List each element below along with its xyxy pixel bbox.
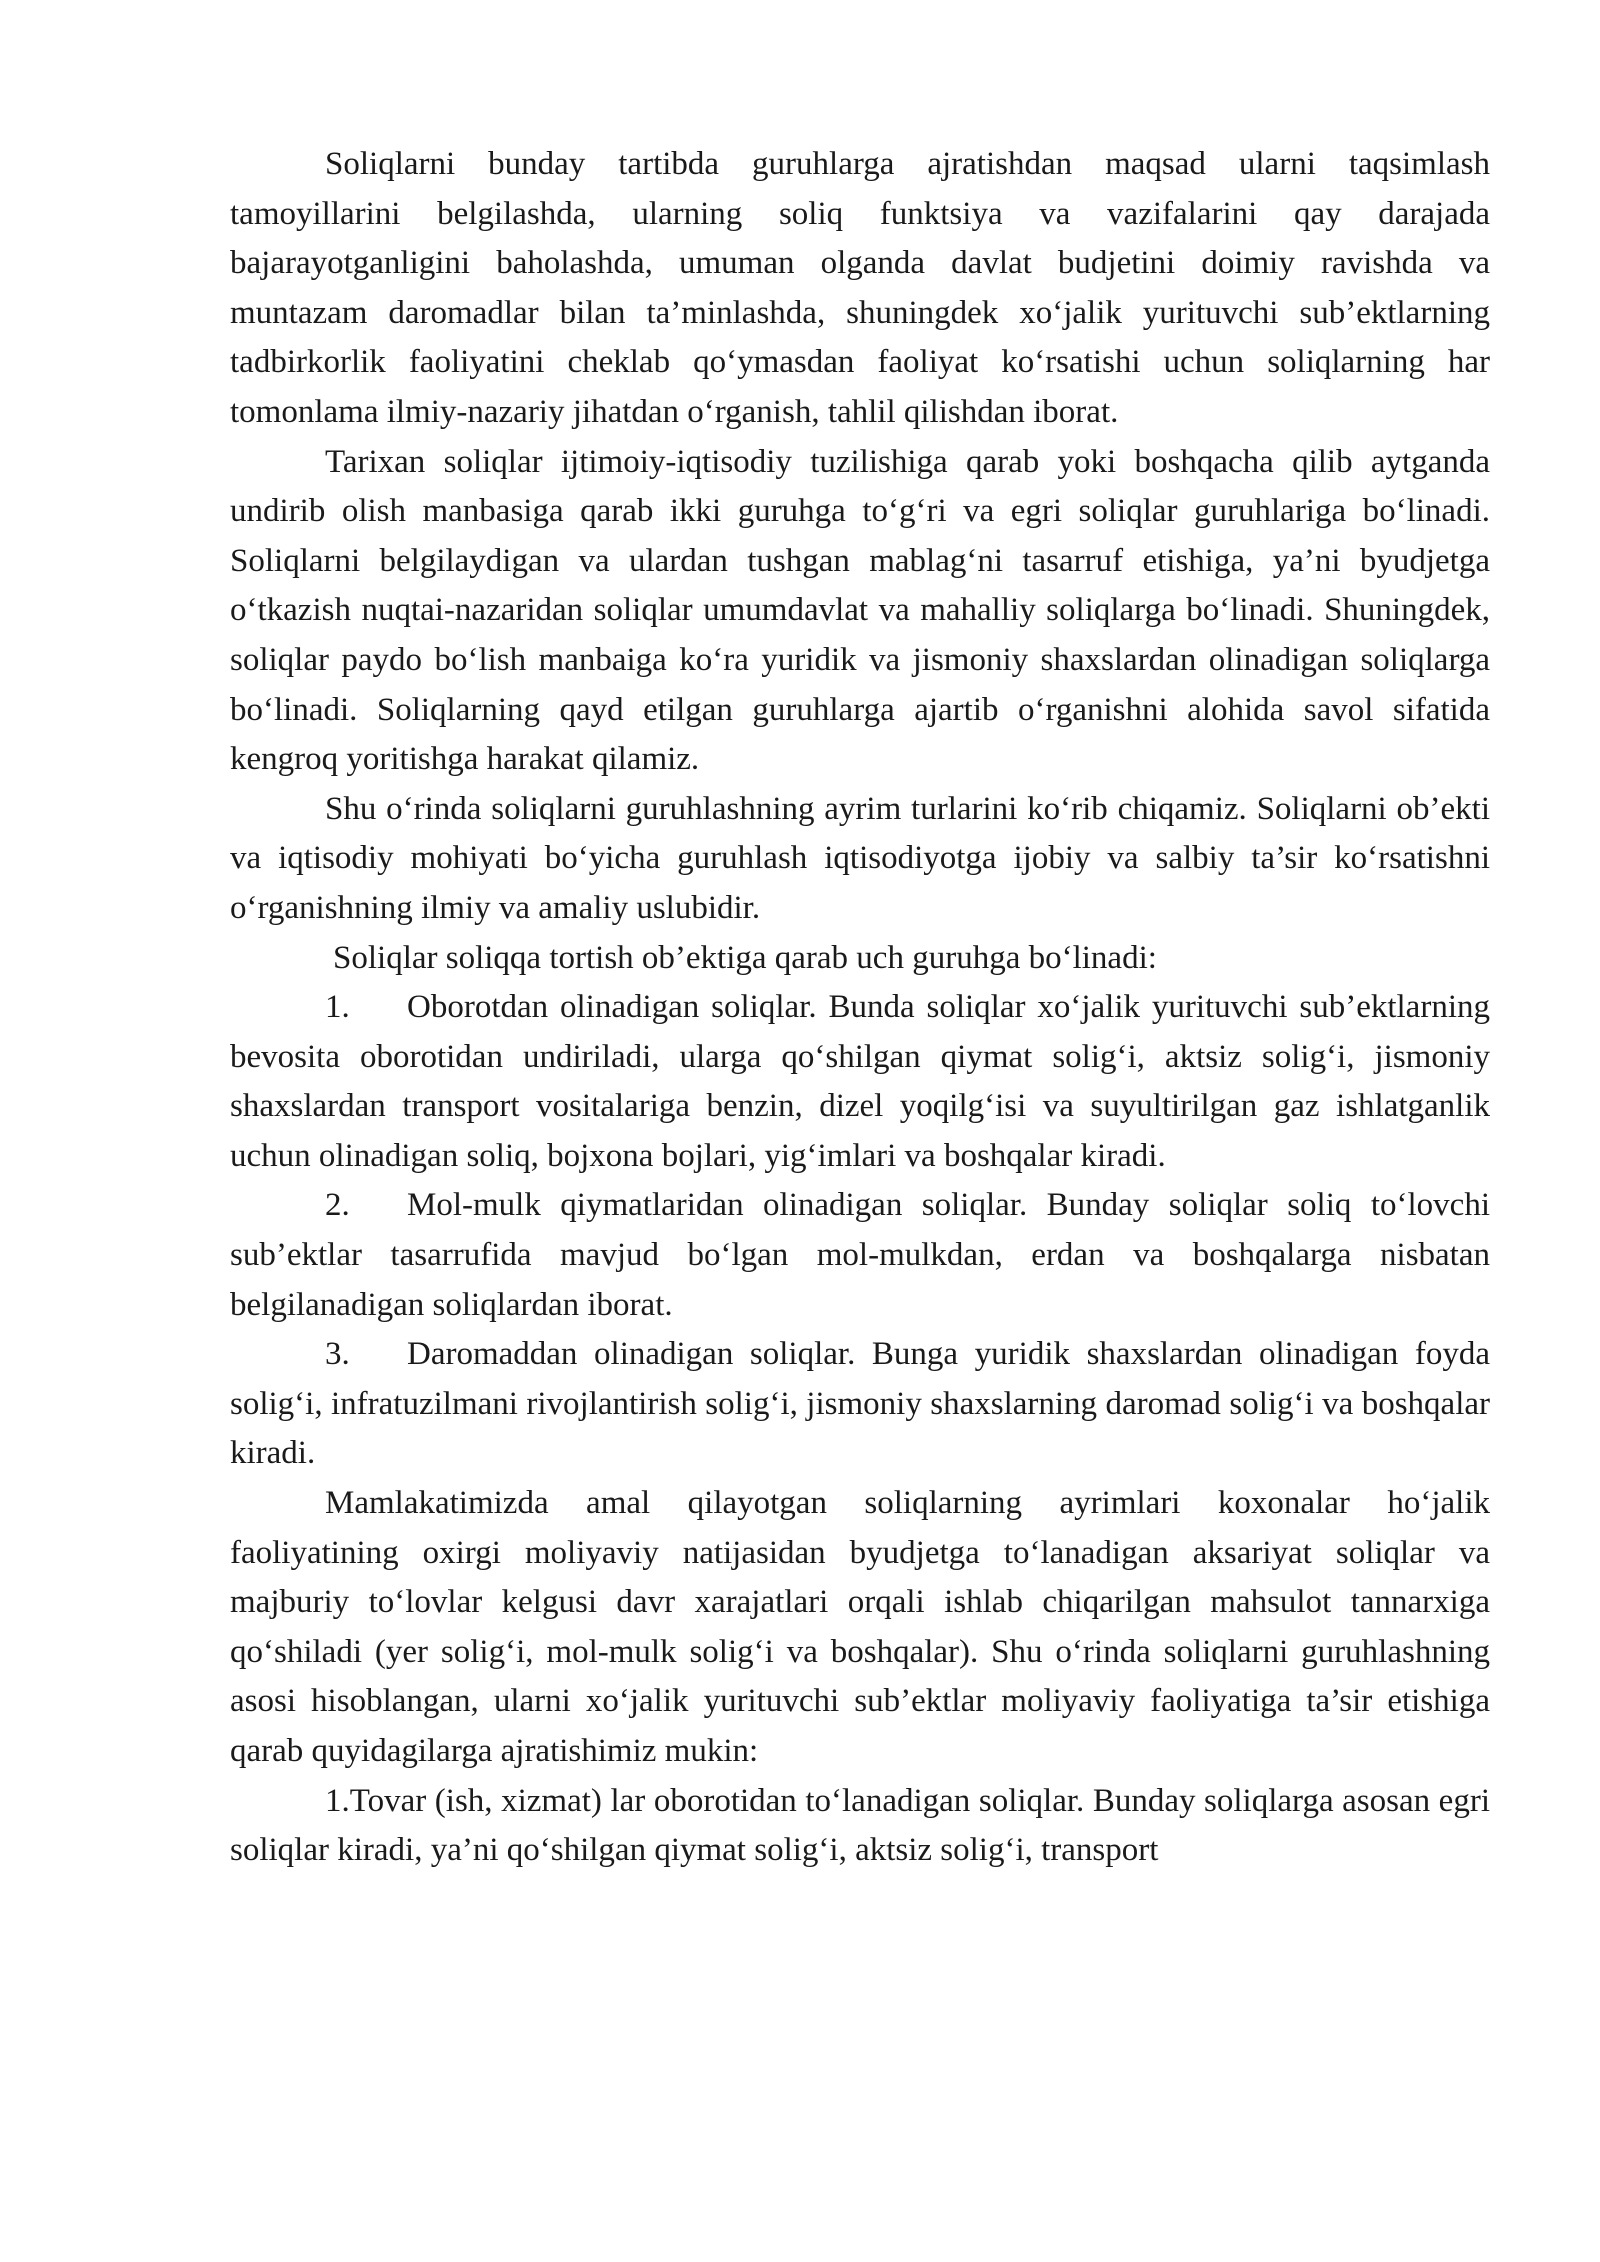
paragraph-three-groups-intro: Soliqlar soliqqa tortish ob’ektiga qarab uch guruhga bo‘linadi: — [333, 939, 1157, 976]
list-item-number: 1. — [325, 989, 350, 1026]
document-body — [230, 140, 1490, 1876]
list-item-number: 2. — [325, 1187, 350, 1224]
list-item-text: Oborotdan olinadigan soliqlar. Bunda soliqlar xo‘jalik yurituvchi sub’ektlarning bevosita oborotidan undiriladi, ularga qo‘shilgan qiymat solig‘i, aktsiz solig‘i, jismoniy shaxslardan transport vositalariga benzin, dizel yoqilg‘isi va suyultirilgan gaz ishlatganlik uchun olinadigan soliq, bojxona bojlari, yig‘imlari va boshqalar kiradi. — [230, 989, 1490, 1174]
paragraph-grouping-types: Shu o‘rinda soliqlarni guruhlashning ayrim turlarini ko‘rib chiqamiz. Soliqlarni ob’ekti va iqtisodiy mohiyati bo‘yicha guruhlash iqtisodiyotga ijobiy va salbiy ta’sir ko‘rsatishni o‘rganishning ilmiy va amaliy uslubidir. — [230, 790, 1490, 926]
paragraph-financial-impact: Mamlakatimizda amal qilayotgan soliqlarning ayrimlari koxonalar ho‘jalik faoliyatining oxirgi moliyaviy natijasidan byudjetga to‘lanadigan aksariyat soliqlar va majburiy to‘lovlar kelgusi davr xarajatlari orqali ishlab chiqarilgan mahsulot tannarxiga qo‘shiladi (yer solig‘i, mol-mulk solig‘i va boshqalar). Shu o‘rinda soliqlarni guruhlashning asosi hisoblangan, ularni xo‘jalik yurituvchi sub’ektlar moliyaviy faoliyatiga ta’sir etishiga qarab quyidagilarga ajratishimiz mukin: — [230, 1485, 1490, 1769]
list-item-text: Mol-mulk qiymatlaridan olinadigan soliqlar. Bunday soliqlar soliq to‘lovchi sub’ektlar tasarrufida mavjud bo‘lgan mol-mulkdan, erdan va boshqalarga nisbatan belgilanadigan soliqlardan iborat. — [230, 1187, 1490, 1323]
paragraph-historical-division: Tarixan soliqlar ijtimoiy-iqtisodiy tuzilishiga qarab yoki boshqacha qilib aytganda undirib olish manbasiga qarab ikki guruhga to‘g‘ri va egri soliqlar guruhlariga bo‘linadi. Soliqlarni belgilaydigan va ulardan tushgan mablag‘ni tasarruf etishiga, ya’ni byudjetga o‘tkazish nuqtai-nazaridan soliqlar umumdavlat va mahalliy soliqlarga bo‘linadi. Shuningdek, soliqlar paydo bo‘lish manbaiga ko‘ra yuridik va jismoniy shaxslardan olinadigan soliqlarga bo‘linadi. Soliqlarning qayd etilgan guruhlarga ajartib o‘rganishni alohida savol sifatida kengroq yoritishga harakat qilamiz. — [230, 443, 1490, 778]
list-item-text: Daromaddan olinadigan soliqlar. Bunga yuridik shaxslardan olinadigan foyda solig‘i, infratuzilmani rivojlantirish solig‘i, jismoniy shaxslarning daromad solig‘i va boshqalar kiradi. — [230, 1336, 1490, 1472]
list-item-number: 3. — [325, 1336, 350, 1373]
list-item — [230, 1330, 1490, 1479]
list-item — [230, 983, 1490, 1181]
paragraph-turnover-taxes: 1.Tovar (ish, xizmat) lar oborotidan to‘lanadigan soliqlar. Bunday soliqlarga asosan egri soliqlar kiradi, ya’ni qo‘shilgan qiymat solig‘i, aktsiz solig‘i, transport — [230, 1782, 1490, 1869]
list-item — [230, 1181, 1490, 1330]
paragraph-grouping-purpose: Soliqlarni bunday tartibda guruhlarga ajratishdan maqsad ularni taqsimlash tamoyillarini belgilashda, ularning soliq funktsiya va vazifalarini qay darajada bajarayotganligini baholashda, umuman olganda davlat budjetini doimiy ravishda va muntazam daromadlar bilan ta’minlashda, shuningdek xo‘jalik yurituvchi sub’ektlarning tadbirkorlik faoliyatini cheklab qo‘ymasdan faoliyat ko‘rsatishi uchun soliqlarning har tomonlama ilmiy-nazariy jihatdan o‘rganish, tahlil qilishdan iborat. — [230, 146, 1490, 430]
